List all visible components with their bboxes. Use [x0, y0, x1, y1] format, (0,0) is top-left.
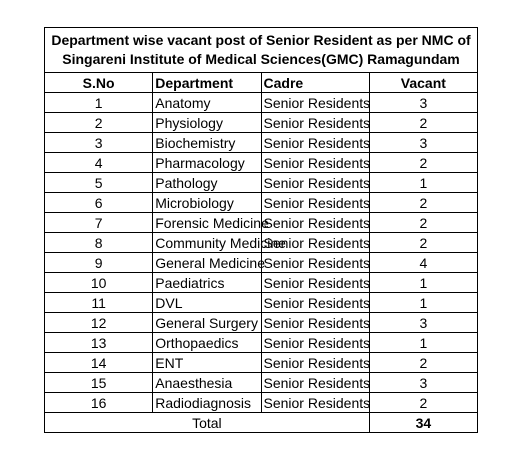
- table-row: [45, 273, 478, 293]
- cell-cadre: Senior Residents: [261, 153, 369, 173]
- cell-department: Microbiology: [153, 193, 261, 213]
- cell-sno: 16: [45, 393, 153, 413]
- cell-sno: 4: [45, 153, 153, 173]
- cell-sno: 15: [45, 373, 153, 393]
- cell-cadre: Senior Residents: [261, 193, 369, 213]
- table-row: [45, 173, 478, 193]
- title-row: [45, 28, 478, 73]
- cell-cadre: Senior Residents: [261, 173, 369, 193]
- cell-vacant: 1: [369, 273, 477, 293]
- cell-vacant: 2: [369, 233, 477, 253]
- total-label: Total: [45, 413, 370, 433]
- cell-cadre: Senior Residents: [261, 93, 369, 113]
- cell-cadre: Senior Residents: [261, 333, 369, 353]
- cell-cadre: Senior Residents: [261, 233, 369, 253]
- header-vacant: Vacant: [369, 73, 477, 93]
- cell-department: Paediatrics: [153, 273, 261, 293]
- cell-sno: 1: [45, 93, 153, 113]
- cell-department: ENT: [153, 353, 261, 373]
- table-row: [45, 213, 478, 233]
- header-department: Department: [153, 73, 261, 93]
- table-row: [45, 253, 478, 273]
- header-sno: S.No: [45, 73, 153, 93]
- cell-cadre: Senior Residents: [261, 353, 369, 373]
- cell-cadre: Senior Residents: [261, 313, 369, 333]
- table-row: [45, 373, 478, 393]
- cell-cadre: Senior Residents: [261, 213, 369, 233]
- cell-sno: 6: [45, 193, 153, 213]
- cell-department: Pharmacology: [153, 153, 261, 173]
- cell-vacant: 2: [369, 353, 477, 373]
- total-value: 34: [369, 413, 477, 433]
- table-row: [45, 393, 478, 413]
- cell-department: Anatomy: [153, 93, 261, 113]
- cell-department: Community Medicine: [153, 233, 261, 253]
- table-row: [45, 113, 478, 133]
- cell-department: DVL: [153, 293, 261, 313]
- cell-vacant: 1: [369, 173, 477, 193]
- cell-department: Forensic Medicine: [153, 213, 261, 233]
- cell-sno: 3: [45, 133, 153, 153]
- cell-cadre: Senior Residents: [261, 273, 369, 293]
- header-cadre: Cadre: [261, 73, 369, 93]
- cell-department: Physiology: [153, 113, 261, 133]
- cell-cadre: Senior Residents: [261, 393, 369, 413]
- table-row: [45, 153, 478, 173]
- cell-vacant: 3: [369, 313, 477, 333]
- cell-vacant: 2: [369, 193, 477, 213]
- table-row: [45, 233, 478, 253]
- total-row: [45, 413, 478, 433]
- cell-vacant: 2: [369, 113, 477, 133]
- cell-cadre: Senior Residents: [261, 113, 369, 133]
- cell-vacant: 2: [369, 393, 477, 413]
- vacancy-sheet: [44, 27, 478, 433]
- table-row: [45, 93, 478, 113]
- title-line-1: Department wise vacant post of Senior Resident as per NMC of: [51, 32, 471, 48]
- cell-sno: 11: [45, 293, 153, 313]
- cell-sno: 7: [45, 213, 153, 233]
- cell-vacant: 3: [369, 93, 477, 113]
- cell-vacant: 1: [369, 333, 477, 353]
- table-body: [45, 93, 478, 433]
- header-row: [45, 73, 478, 93]
- cell-cadre: Senior Residents: [261, 293, 369, 313]
- cell-vacant: 4: [369, 253, 477, 273]
- cell-vacant: 2: [369, 153, 477, 173]
- table-row: [45, 293, 478, 313]
- cell-cadre: Senior Residents: [261, 133, 369, 153]
- cell-sno: 8: [45, 233, 153, 253]
- cell-sno: 12: [45, 313, 153, 333]
- cell-department: Orthopaedics: [153, 333, 261, 353]
- table-row: [45, 133, 478, 153]
- cell-cadre: Senior Residents: [261, 373, 369, 393]
- cell-sno: 13: [45, 333, 153, 353]
- cell-vacant: 2: [369, 213, 477, 233]
- cell-sno: 14: [45, 353, 153, 373]
- cell-sno: 9: [45, 253, 153, 273]
- cell-sno: 5: [45, 173, 153, 193]
- cell-department: Biochemistry: [153, 133, 261, 153]
- cell-sno: 2: [45, 113, 153, 133]
- table-row: [45, 333, 478, 353]
- title-line-2: Singareni Institute of Medical Sciences(GMC) Ramagundam: [62, 51, 460, 67]
- cell-department: General Medicine: [153, 253, 261, 273]
- cell-vacant: 3: [369, 133, 477, 153]
- cell-department: Pathology: [153, 173, 261, 193]
- cell-department: Anaesthesia: [153, 373, 261, 393]
- table-row: [45, 193, 478, 213]
- cell-sno: 10: [45, 273, 153, 293]
- cell-vacant: 1: [369, 293, 477, 313]
- table-title: [45, 28, 478, 73]
- cell-vacant: 3: [369, 373, 477, 393]
- table-row: [45, 353, 478, 373]
- vacancy-table: [44, 27, 478, 433]
- cell-department: Radiodiagnosis: [153, 393, 261, 413]
- table-row: [45, 313, 478, 333]
- cell-cadre: Senior Residents: [261, 253, 369, 273]
- cell-department: General Surgery: [153, 313, 261, 333]
